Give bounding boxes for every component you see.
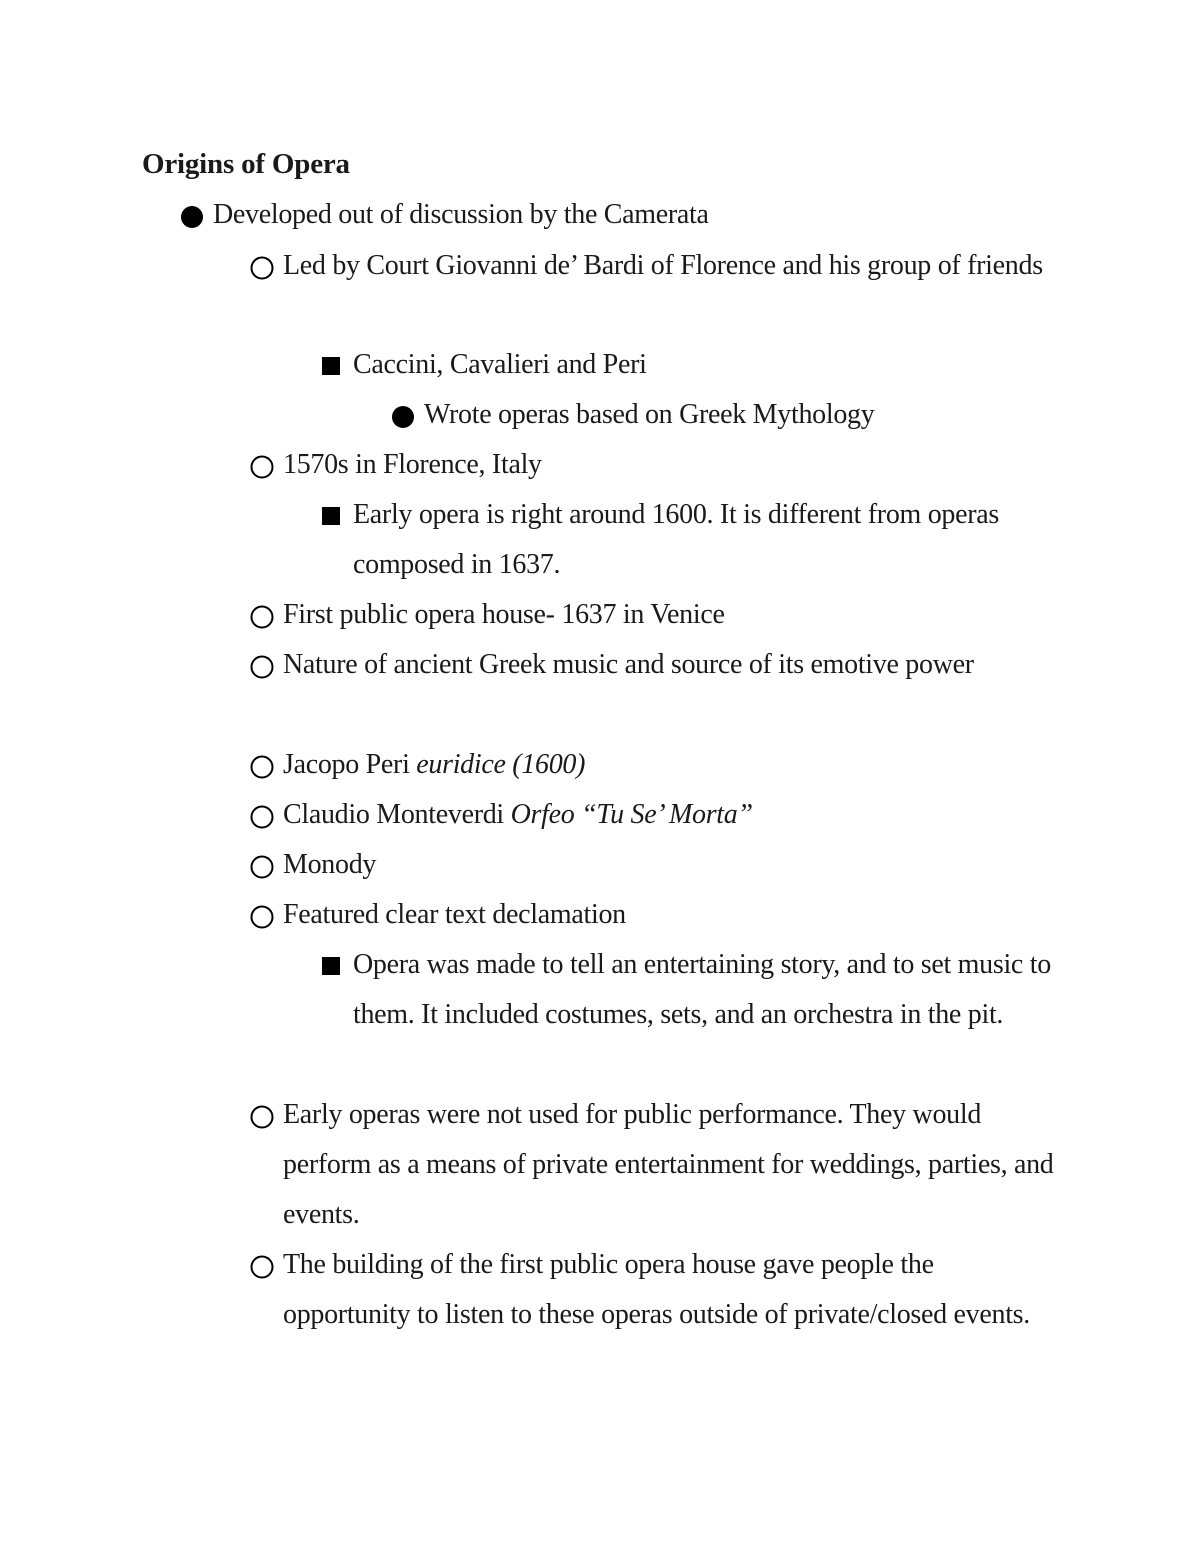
filled-square-icon [319, 490, 347, 540]
list-item [283, 590, 1063, 640]
list-item-text-plain: Jacopo Peri [283, 749, 417, 780]
hollow-circle-icon [249, 1240, 277, 1290]
list-item [424, 390, 1024, 440]
hollow-circle-icon [249, 590, 277, 640]
list-item-text: Nature of ancient Greek music and source of its emotive power [283, 649, 974, 680]
hollow-circle-icon [249, 1090, 277, 1140]
list-item [283, 440, 1063, 490]
list-item-text-plain: Claudio Monteverdi [283, 799, 511, 830]
list-item [353, 490, 1053, 590]
list-item-text: 1570s in Florence, Italy [283, 449, 542, 480]
list-item [353, 340, 1053, 390]
filled-square-icon [319, 940, 347, 990]
filled-circle-icon [179, 190, 207, 240]
list-item-text [283, 740, 1063, 790]
hollow-circle-icon [249, 790, 277, 840]
hollow-circle-icon [249, 740, 277, 790]
list-item-text: Monody [283, 849, 377, 880]
list-item [353, 940, 1053, 1040]
list-item-text: The building of the first public opera house gave people the opportunity to listen to these operas outside of private/closed events. [283, 1249, 1030, 1330]
filled-square-icon [319, 340, 347, 390]
list-item-text: Featured clear text declamation [283, 899, 626, 930]
list-item [283, 790, 1063, 840]
hollow-circle-icon [249, 840, 277, 890]
list-item [283, 740, 1063, 790]
list-item [213, 190, 973, 240]
filled-circle-icon [390, 390, 418, 440]
list-item-text: Caccini, Cavalieri and Peri [353, 349, 647, 380]
list-item [283, 640, 1063, 690]
list-item-text: Led by Court Giovanni de’ Bardi of Florence and his group of friends [283, 250, 1043, 281]
list-item [283, 890, 1063, 940]
list-item-text: Opera was made to tell an entertaining story, and to set music to them. It included costumes, sets, and an orchestra in the pit. [353, 949, 1051, 1030]
document-title: Origins of Opera [142, 148, 350, 180]
list-item [283, 840, 1063, 890]
list-item-text: Wrote operas based on Greek Mythology [424, 399, 875, 430]
list-item-text: Early operas were not used for public performance. They would perform as a means of private entertainment for weddings, parties, and events. [283, 1099, 1054, 1230]
hollow-circle-icon [249, 640, 277, 690]
hollow-circle-icon [249, 890, 277, 940]
list-item [283, 241, 1063, 291]
hollow-circle-icon [249, 241, 277, 291]
work-title: euridice (1600) [416, 749, 586, 780]
list-item [283, 1090, 1063, 1240]
list-item-text: Developed out of discussion by the Camerata [213, 199, 709, 230]
work-title: Orfeo “Tu Se’ Morta” [510, 799, 753, 830]
hollow-circle-icon [249, 440, 277, 490]
list-item-text: First public opera house- 1637 in Venice [283, 599, 725, 630]
list-item-text [283, 790, 1063, 840]
list-item-text: Early opera is right around 1600. It is different from operas composed in 1637. [353, 499, 999, 580]
list-item [283, 1240, 1063, 1340]
